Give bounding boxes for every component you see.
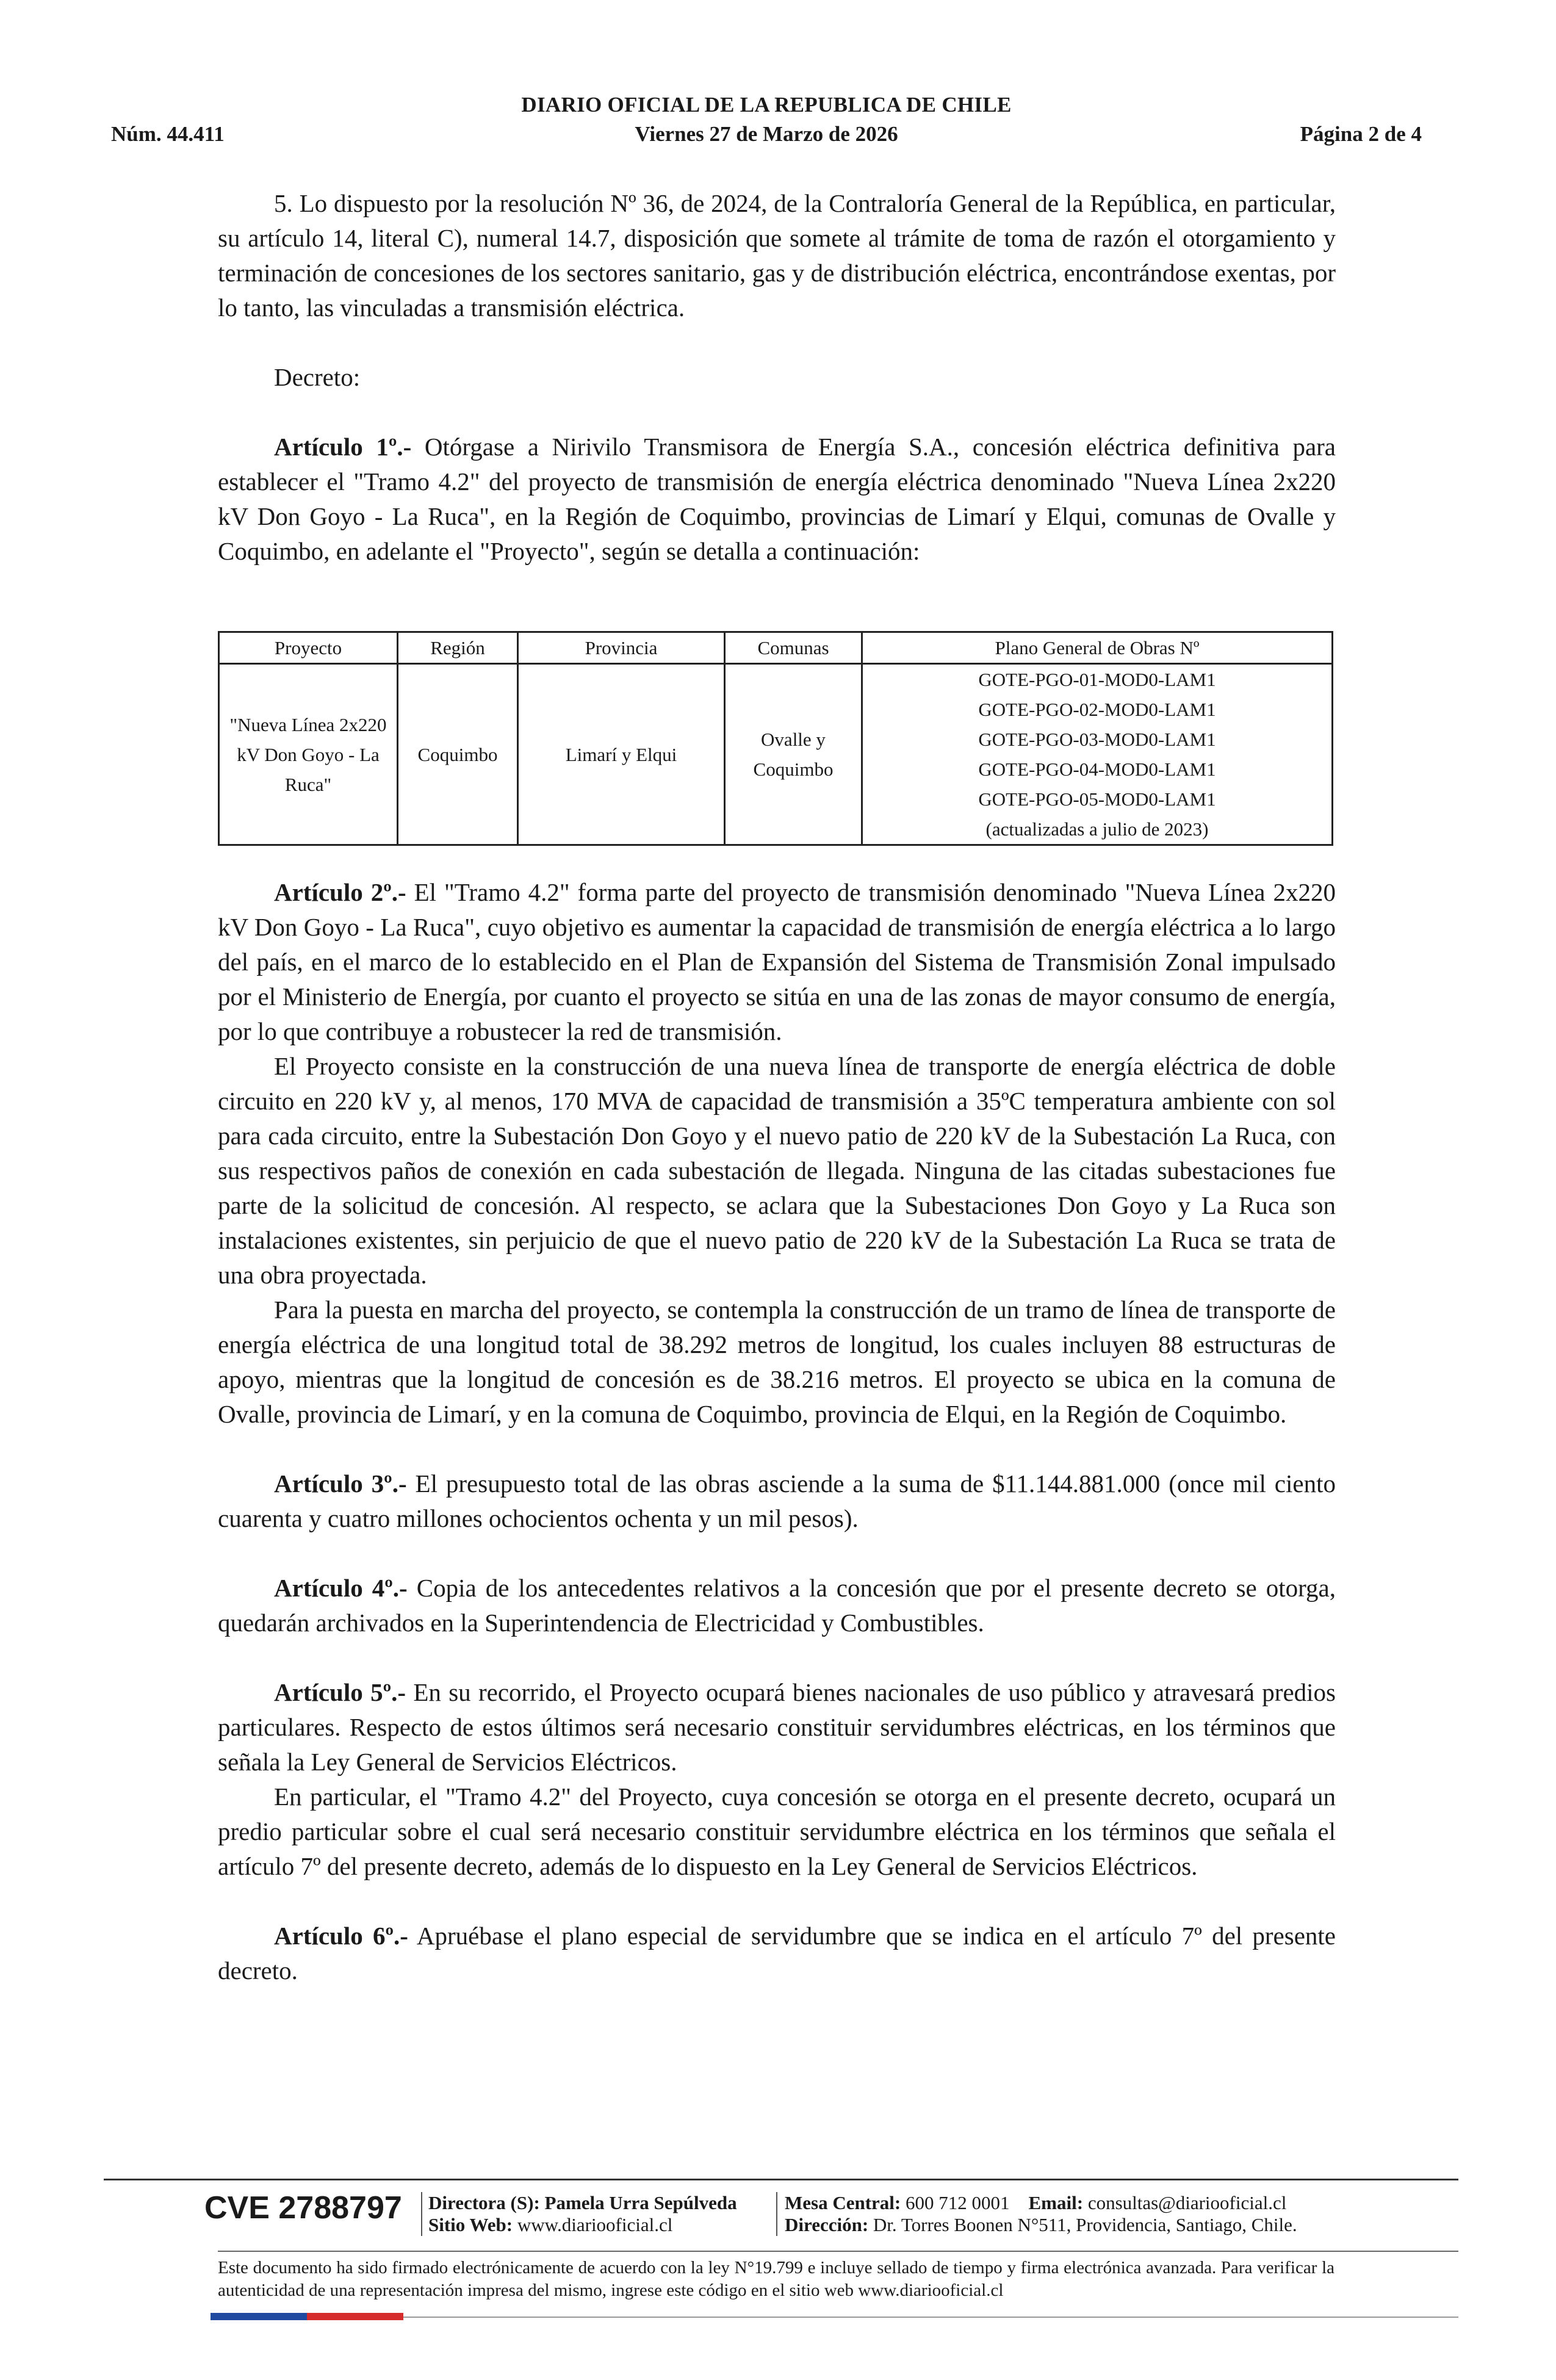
sitio-link[interactable]: www.diariooficial.cl [513, 2214, 673, 2235]
footer-contact-block [776, 2192, 1297, 2236]
issue-date: Viernes 27 de Marzo de 2026 [635, 122, 898, 146]
sitio-label: Sitio Web: [428, 2214, 513, 2235]
article-5 [218, 1675, 1336, 1780]
cell-region: Coquimbo [398, 664, 518, 845]
footer-divider [104, 2179, 1458, 2180]
article-1-label: Artículo 1º.- [274, 433, 412, 461]
footer-thin-divider [218, 2251, 1458, 2252]
directora-label: Directora (S): Pamela Urra Sepúlveda [428, 2192, 737, 2213]
article-2-text: El "Tramo 4.2" forma parte del proyecto de transmisión denominado "Nueva Línea 2x220 kV Don Goyo - La Ruca", cuyo objetivo es aumentar la capacidad de transmisión de energía eléctrica a lo largo del país, en el marco de lo establecido en el Plan de Expansión del Sistema de Transmisión Zonal impulsado por el Ministerio de Energía, por cuanto el proyecto se sitúa en una de las zonas de mayor consumo de energía, por lo que contribuye a robustecer la red de transmisión. [218, 878, 1336, 1045]
cell-comunas: Ovalle y Coquimbo [725, 664, 862, 845]
chile-flag-bar [211, 2313, 403, 2320]
bottom-divider [403, 2317, 1458, 2318]
article-5-text: En su recorrido, el Proyecto ocupará bienes nacionales de uso público y atravesará predios particulares. Respecto de estos últimos será necesario constituir servidumbres eléctricas, en los términos que señala la Ley General de Servicios Eléctricos. [218, 1678, 1336, 1776]
table-header-planos: Plano General de Obras Nº [862, 632, 1333, 664]
email-link[interactable]: consultas@diariooficial.cl [1083, 2192, 1287, 2213]
table-header-region: Región [398, 632, 518, 664]
issue-number: Núm. 44.411 [111, 122, 225, 146]
page-header [111, 93, 1422, 154]
email-label: Email: [1028, 2192, 1084, 2213]
page-number: Página 2 de 4 [1300, 122, 1422, 146]
article-4 [218, 1571, 1336, 1640]
signature-notice: Este documento ha sido firmado electrónicamente de acuerdo con la ley N°19.799 e incluye sellado de tiempo y firma electrónica avanzada. Para verificar la autenticidad de una representación impresa del mismo, ingrese este código en el sitio web www.diariooficial.cl [218, 2258, 1334, 2300]
article-3-label: Artículo 3º.- [274, 1469, 407, 1498]
table-header-provincia: Provincia [518, 632, 725, 664]
article-2-label: Artículo 2º.- [274, 878, 406, 906]
mesa-phone: 600 712 0001 [901, 2192, 1010, 2213]
concession-table [218, 631, 1333, 846]
plano-item: GOTE-PGO-02-MOD0-LAM1 [978, 699, 1216, 720]
direccion-value: Dr. Torres Boonen N°511, Providencia, Santiago, Chile. [868, 2214, 1297, 2235]
table-header-proyecto: Proyecto [219, 632, 398, 664]
plano-item: GOTE-PGO-05-MOD0-LAM1 [978, 788, 1216, 810]
cell-planos [862, 664, 1333, 845]
publication-title: DIARIO OFICIAL DE LA REPUBLICA DE CHILE [521, 93, 1012, 117]
article-6-label: Artículo 6º.- [274, 1922, 408, 1950]
plano-note: (actualizadas a julio de 2023) [985, 818, 1209, 840]
document-body [218, 186, 1336, 569]
decreto-heading: Decreto: [274, 363, 361, 391]
article-2 [218, 875, 1336, 1049]
table-row [219, 664, 1333, 845]
plano-item: GOTE-PGO-04-MOD0-LAM1 [978, 759, 1216, 780]
article-3 [218, 1466, 1336, 1536]
article-1-text: Otórgase a Nirivilo Transmisora de Energía S.A., concesión eléctrica definitiva para establecer el "Tramo 4.2" del proyecto de transmisión de energía eléctrica denominado "Nueva Línea 2x220 kV Don Goyo - La Ruca", en la Región de Coquimbo, provincias de Limarí y Elqui, comunas de Ovalle y Coquimbo, en adelante el "Proyecto", según se detalla a continuación: [218, 433, 1336, 565]
plano-item: GOTE-PGO-01-MOD0-LAM1 [978, 669, 1216, 690]
article-3-text: El presupuesto total de las obras asciende a la suma de $11.144.881.000 (once mil ciento cuarenta y cuatro millones ochocientos ochenta y un mil pesos). [218, 1469, 1336, 1532]
article-6-text: Apruébase el plano especial de servidumbre que se indica en el artículo 7º del presente decreto. [218, 1922, 1336, 1985]
article-4-label: Artículo 4º.- [274, 1574, 408, 1602]
table-header-comunas: Comunas [725, 632, 862, 664]
article-6 [218, 1919, 1336, 1988]
table-header-row [219, 632, 1333, 664]
cve-code: CVE 2788797 [204, 2190, 402, 2226]
paragraph-considerando-5: 5. Lo dispuesto por la resolución Nº 36, de 2024, de la Contraloría General de la República, en particular, su artículo 14, literal C), numeral 14.7, disposición que somete al trámite de toma de razón el otorgamiento y terminación de concesiones de los sectores sanitario, gas y de distribución eléctrica, encontrándose exentas, por lo tanto, las vinculadas a transmisión eléctrica. [218, 189, 1336, 322]
article-2-paragraph-2: El Proyecto consiste en la construcción de una nueva línea de transporte de energía eléctrica de doble circuito en 220 kV y, al menos, 170 MVA de capacidad de transmisión a 35ºC temperatura ambiente con sol para cada circuito, entre la Subestación Don Goyo y el nuevo patio de 220 kV de la Subestación La Ruca, con sus respectivos paños de conexión en cada subestación de llegada. Ninguna de las citadas subestaciones fue parte de la solicitud de concesión. Al respecto, se aclara que la Subestaciones Don Goyo y La Ruca son instalaciones existentes, sin perjuicio de que el nuevo patio de 220 kV de la Subestación La Ruca se trata de una obra proyectada. [218, 1052, 1336, 1289]
article-4-text: Copia de los antecedentes relativos a la concesión que por el presente decreto se otorga, quedarán archivados en la Superintendencia de Electricidad y Combustibles. [218, 1574, 1336, 1637]
direccion-label: Dirección: [785, 2214, 869, 2235]
article-5-label: Artículo 5º.- [274, 1678, 406, 1706]
plano-item: GOTE-PGO-03-MOD0-LAM1 [978, 729, 1216, 750]
article-1 [218, 430, 1336, 569]
cell-provincia: Limarí y Elqui [518, 664, 725, 845]
article-2-paragraph-3: Para la puesta en marcha del proyecto, se contempla la construcción de un tramo de línea de transporte de energía eléctrica de una longitud total de 38.292 metros de longitud, los cuales incluyen 88 estructuras de apoyo, mientras que la longitud de concesión es de 38.216 metros. El proyecto se ubica en la comuna de Ovalle, provincia de Limarí, y en la comuna de Coquimbo, provincia de Elqui, en la Región de Coquimbo. [218, 1296, 1336, 1428]
mesa-label: Mesa Central: [785, 2192, 901, 2213]
cell-proyecto: "Nueva Línea 2x220 kV Don Goyo - La Ruca" [219, 664, 398, 845]
footer-directora-block [421, 2192, 737, 2236]
document-body-continued [218, 875, 1336, 1988]
article-5-paragraph-2: En particular, el "Tramo 4.2" del Proyecto, cuya concesión se otorga en el presente decreto, ocupará un predio particular sobre el cual será necesario constituir servidumbre eléctrica en los términos que señala el artículo 7º del presente decreto, además de lo dispuesto en la Ley General de Servicios Eléctricos. [218, 1783, 1336, 1880]
